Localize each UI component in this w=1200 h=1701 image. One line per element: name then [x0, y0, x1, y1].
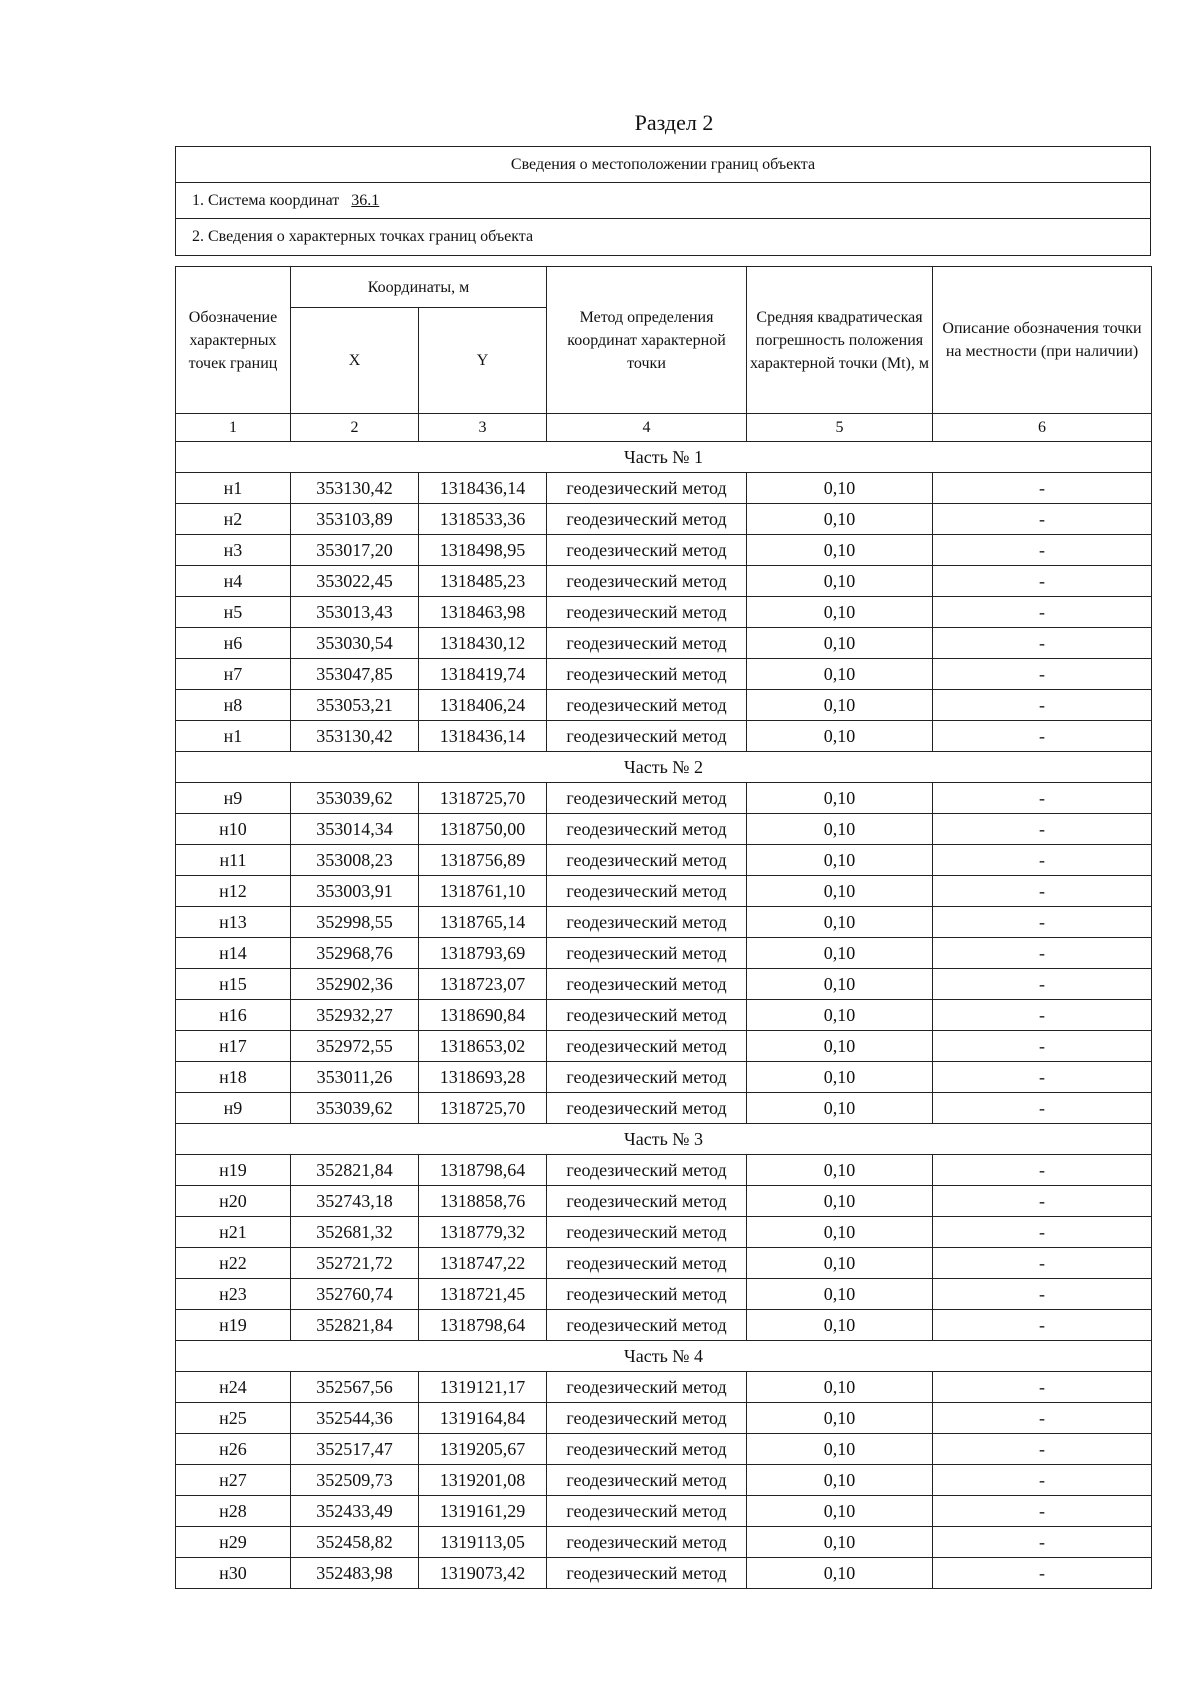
description: -: [933, 659, 1152, 690]
coord-y: 1318725,70: [419, 1093, 547, 1124]
mean-error: 0,10: [747, 783, 933, 814]
coord-y: 1318419,74: [419, 659, 547, 690]
table-row: [176, 1186, 1152, 1217]
description: -: [933, 690, 1152, 721]
mean-error: 0,10: [747, 1403, 933, 1434]
method: геодезический метод: [547, 907, 747, 938]
mean-error: 0,10: [747, 628, 933, 659]
col-header-description: Описание обозначения точки на местности (при наличии): [933, 267, 1152, 414]
method: геодезический метод: [547, 1310, 747, 1341]
coord-x: 352760,74: [291, 1279, 419, 1310]
mean-error: 0,10: [747, 1186, 933, 1217]
mean-error: 0,10: [747, 845, 933, 876]
mean-error: 0,10: [747, 1031, 933, 1062]
mean-error: 0,10: [747, 597, 933, 628]
coord-system-value: 36.1: [351, 191, 380, 209]
mean-error: 0,10: [747, 1279, 933, 1310]
mean-error: 0,10: [747, 721, 933, 752]
method: геодезический метод: [547, 1527, 747, 1558]
coord-x: 352517,47: [291, 1434, 419, 1465]
point-designation: н18: [176, 1062, 291, 1093]
coord-x: 352998,55: [291, 907, 419, 938]
description: -: [933, 938, 1152, 969]
coord-y: 1318436,14: [419, 473, 547, 504]
point-designation: н12: [176, 876, 291, 907]
method: геодезический метод: [547, 1186, 747, 1217]
coord-y: 1318690,84: [419, 1000, 547, 1031]
point-designation: н25: [176, 1403, 291, 1434]
mean-error: 0,10: [747, 1434, 933, 1465]
description: -: [933, 814, 1152, 845]
coord-x: 352968,76: [291, 938, 419, 969]
point-designation: н5: [176, 597, 291, 628]
table-row: [176, 597, 1152, 628]
coord-x: 353030,54: [291, 628, 419, 659]
mean-error: 0,10: [747, 504, 933, 535]
table-row: [176, 1000, 1152, 1031]
mean-error: 0,10: [747, 969, 933, 1000]
column-number: 1: [176, 414, 291, 442]
mean-error: 0,10: [747, 566, 933, 597]
description: -: [933, 566, 1152, 597]
mean-error: 0,10: [747, 535, 933, 566]
point-designation: н23: [176, 1279, 291, 1310]
method: геодезический метод: [547, 1155, 747, 1186]
method: геодезический метод: [547, 721, 747, 752]
description: -: [933, 1527, 1152, 1558]
coord-y: 1318693,28: [419, 1062, 547, 1093]
point-designation: н1: [176, 721, 291, 752]
point-designation: н6: [176, 628, 291, 659]
point-designation: н7: [176, 659, 291, 690]
point-designation: н19: [176, 1310, 291, 1341]
mean-error: 0,10: [747, 1558, 933, 1589]
point-designation: н26: [176, 1434, 291, 1465]
description: -: [933, 721, 1152, 752]
method: геодезический метод: [547, 1403, 747, 1434]
method: геодезический метод: [547, 1217, 747, 1248]
coord-y: 1318798,64: [419, 1310, 547, 1341]
mean-error: 0,10: [747, 814, 933, 845]
table-row: [176, 876, 1152, 907]
description: -: [933, 1434, 1152, 1465]
table-row: [176, 1558, 1152, 1589]
method: геодезический метод: [547, 783, 747, 814]
coord-y: 1319073,42: [419, 1558, 547, 1589]
table-row: [176, 504, 1152, 535]
coord-x: 352509,73: [291, 1465, 419, 1496]
coord-x: 353008,23: [291, 845, 419, 876]
point-designation: н4: [176, 566, 291, 597]
coord-y: 1318436,14: [419, 721, 547, 752]
table-row: [176, 566, 1152, 597]
table-row: [176, 783, 1152, 814]
point-designation: н20: [176, 1186, 291, 1217]
col-header-y: Y: [419, 308, 547, 414]
description: -: [933, 504, 1152, 535]
part-title: Часть № 4: [176, 1341, 1152, 1372]
point-designation: н17: [176, 1031, 291, 1062]
col-header-error: Средняя квадратическая погрешность положения характерной точки (Mt), м: [747, 267, 933, 414]
coord-x: 353103,89: [291, 504, 419, 535]
method: геодезический метод: [547, 504, 747, 535]
coord-y: 1318430,12: [419, 628, 547, 659]
mean-error: 0,10: [747, 1000, 933, 1031]
coord-y: 1318761,10: [419, 876, 547, 907]
mean-error: 0,10: [747, 938, 933, 969]
table-row: [176, 969, 1152, 1000]
col-header-method: Метод определения координат характерной точки: [547, 267, 747, 414]
description: -: [933, 1248, 1152, 1279]
coord-x: 352681,32: [291, 1217, 419, 1248]
method: геодезический метод: [547, 628, 747, 659]
description: -: [933, 969, 1152, 1000]
description: -: [933, 597, 1152, 628]
coord-x: 353011,26: [291, 1062, 419, 1093]
table-row: [176, 1155, 1152, 1186]
coord-x: 352483,98: [291, 1558, 419, 1589]
part-title: Часть № 2: [176, 752, 1152, 783]
table-row: [176, 1062, 1152, 1093]
description: -: [933, 1279, 1152, 1310]
coord-y: 1318798,64: [419, 1155, 547, 1186]
mean-error: 0,10: [747, 1248, 933, 1279]
method: геодезический метод: [547, 969, 747, 1000]
mean-error: 0,10: [747, 907, 933, 938]
part-header-row: [176, 1124, 1152, 1155]
table-row: [176, 1217, 1152, 1248]
table-row: [176, 1279, 1152, 1310]
table-row: [176, 659, 1152, 690]
description: -: [933, 1403, 1152, 1434]
mean-error: 0,10: [747, 1465, 933, 1496]
coord-x: 352932,27: [291, 1000, 419, 1031]
coord-x: 352433,49: [291, 1496, 419, 1527]
table-row: [176, 690, 1152, 721]
mean-error: 0,10: [747, 1217, 933, 1248]
mean-error: 0,10: [747, 473, 933, 504]
table-row: [176, 907, 1152, 938]
coord-y: 1318485,23: [419, 566, 547, 597]
description: -: [933, 1186, 1152, 1217]
description: -: [933, 783, 1152, 814]
coord-y: 1319201,08: [419, 1465, 547, 1496]
mean-error: 0,10: [747, 690, 933, 721]
column-number-row: [176, 414, 1152, 442]
mean-error: 0,10: [747, 1310, 933, 1341]
boundary-points-table: [175, 266, 1152, 1589]
coord-y: 1318721,45: [419, 1279, 547, 1310]
coord-x: 353017,20: [291, 535, 419, 566]
mean-error: 0,10: [747, 1496, 933, 1527]
method: геодезический метод: [547, 1496, 747, 1527]
part-header-row: [176, 442, 1152, 473]
description: -: [933, 845, 1152, 876]
method: геодезический метод: [547, 659, 747, 690]
method: геодезический метод: [547, 690, 747, 721]
description: -: [933, 1310, 1152, 1341]
method: геодезический метод: [547, 1248, 747, 1279]
table-row: [176, 1310, 1152, 1341]
part-title: Часть № 1: [176, 442, 1152, 473]
table-row: [176, 473, 1152, 504]
point-designation: н21: [176, 1217, 291, 1248]
method: геодезический метод: [547, 597, 747, 628]
point-designation: н2: [176, 504, 291, 535]
point-designation: н11: [176, 845, 291, 876]
points-info-label: 2. Сведения о характерных точках границ объекта: [192, 228, 534, 245]
coord-y: 1319121,17: [419, 1372, 547, 1403]
object-info-box: [175, 146, 1151, 256]
table-row: [176, 1434, 1152, 1465]
object-info-title: Сведения о местоположении границ объекта: [176, 147, 1150, 183]
description: -: [933, 1372, 1152, 1403]
table-row: [176, 1465, 1152, 1496]
point-designation: н14: [176, 938, 291, 969]
coord-y: 1318463,98: [419, 597, 547, 628]
point-designation: н1: [176, 473, 291, 504]
table-row: [176, 1248, 1152, 1279]
method: геодезический метод: [547, 814, 747, 845]
coord-y: 1319161,29: [419, 1496, 547, 1527]
description: -: [933, 907, 1152, 938]
coord-x: 353039,62: [291, 783, 419, 814]
coord-x: 353130,42: [291, 473, 419, 504]
description: -: [933, 1558, 1152, 1589]
table-row: [176, 1093, 1152, 1124]
col-header-x: X: [291, 308, 419, 414]
method: геодезический метод: [547, 566, 747, 597]
coord-x: 352972,55: [291, 1031, 419, 1062]
point-designation: н16: [176, 1000, 291, 1031]
table-row: [176, 1031, 1152, 1062]
description: -: [933, 1093, 1152, 1124]
point-designation: н9: [176, 783, 291, 814]
column-number: 3: [419, 414, 547, 442]
coord-x: 352821,84: [291, 1155, 419, 1186]
coord-system-label: 1. Система координат: [192, 191, 340, 209]
coord-y: 1318756,89: [419, 845, 547, 876]
table-body: [176, 442, 1152, 1589]
coord-y: 1318406,24: [419, 690, 547, 721]
description: -: [933, 1031, 1152, 1062]
method: геодезический метод: [547, 845, 747, 876]
point-designation: н30: [176, 1558, 291, 1589]
point-designation: н15: [176, 969, 291, 1000]
method: геодезический метод: [547, 876, 747, 907]
coord-x: 353022,45: [291, 566, 419, 597]
point-designation: н19: [176, 1155, 291, 1186]
point-designation: н13: [176, 907, 291, 938]
coord-x: 353039,62: [291, 1093, 419, 1124]
mean-error: 0,10: [747, 659, 933, 690]
column-number: 5: [747, 414, 933, 442]
description: -: [933, 1062, 1152, 1093]
table-row: [176, 1403, 1152, 1434]
coord-y: 1318793,69: [419, 938, 547, 969]
coord-y: 1318779,32: [419, 1217, 547, 1248]
method: геодезический метод: [547, 535, 747, 566]
col-header-designation: Обозначение характерных точек границ: [176, 267, 291, 414]
table-row: [176, 814, 1152, 845]
method: геодезический метод: [547, 938, 747, 969]
description: -: [933, 1000, 1152, 1031]
coord-x: 353047,85: [291, 659, 419, 690]
point-designation: н10: [176, 814, 291, 845]
part-header-row: [176, 752, 1152, 783]
method: геодезический метод: [547, 1031, 747, 1062]
mean-error: 0,10: [747, 1372, 933, 1403]
method: геодезический метод: [547, 1558, 747, 1589]
part-header-row: [176, 1341, 1152, 1372]
column-number: 6: [933, 414, 1152, 442]
coord-y: 1319164,84: [419, 1403, 547, 1434]
description: -: [933, 1465, 1152, 1496]
description: -: [933, 628, 1152, 659]
coord-x: 352743,18: [291, 1186, 419, 1217]
point-designation: н8: [176, 690, 291, 721]
coord-x: 352721,72: [291, 1248, 419, 1279]
point-designation: н27: [176, 1465, 291, 1496]
method: геодезический метод: [547, 1062, 747, 1093]
point-designation: н22: [176, 1248, 291, 1279]
coord-y: 1318533,36: [419, 504, 547, 535]
table-row: [176, 628, 1152, 659]
description: -: [933, 1496, 1152, 1527]
col-header-coords: Координаты, м: [291, 267, 547, 308]
point-designation: н3: [176, 535, 291, 566]
coord-y: 1318723,07: [419, 969, 547, 1000]
table-row: [176, 1372, 1152, 1403]
description: -: [933, 535, 1152, 566]
coord-system-row: [176, 183, 1150, 219]
point-designation: н28: [176, 1496, 291, 1527]
coord-x: 352567,56: [291, 1372, 419, 1403]
coord-x: 353014,34: [291, 814, 419, 845]
method: геодезический метод: [547, 1000, 747, 1031]
table-row: [176, 721, 1152, 752]
column-number: 4: [547, 414, 747, 442]
coord-y: 1319205,67: [419, 1434, 547, 1465]
point-designation: н24: [176, 1372, 291, 1403]
page-title: Раздел 2: [634, 110, 714, 135]
part-title: Часть № 3: [176, 1124, 1152, 1155]
table-row: [176, 938, 1152, 969]
mean-error: 0,10: [747, 876, 933, 907]
coord-y: 1318858,76: [419, 1186, 547, 1217]
coord-x: 352544,36: [291, 1403, 419, 1434]
point-designation: н9: [176, 1093, 291, 1124]
point-designation: н29: [176, 1527, 291, 1558]
coord-x: 352821,84: [291, 1310, 419, 1341]
coord-y: 1318498,95: [419, 535, 547, 566]
coord-x: 353130,42: [291, 721, 419, 752]
column-number: 2: [291, 414, 419, 442]
table-row: [176, 1527, 1152, 1558]
coord-y: 1318725,70: [419, 783, 547, 814]
table-row: [176, 845, 1152, 876]
description: -: [933, 473, 1152, 504]
method: геодезический метод: [547, 473, 747, 504]
coord-x: 352902,36: [291, 969, 419, 1000]
description: -: [933, 1155, 1152, 1186]
description: -: [933, 876, 1152, 907]
method: геодезический метод: [547, 1465, 747, 1496]
method: геодезический метод: [547, 1279, 747, 1310]
coord-x: 353003,91: [291, 876, 419, 907]
coord-y: 1318747,22: [419, 1248, 547, 1279]
mean-error: 0,10: [747, 1527, 933, 1558]
table-row: [176, 1496, 1152, 1527]
coord-y: 1318765,14: [419, 907, 547, 938]
coord-y: 1319113,05: [419, 1527, 547, 1558]
mean-error: 0,10: [747, 1062, 933, 1093]
method: геодезический метод: [547, 1093, 747, 1124]
method: геодезический метод: [547, 1372, 747, 1403]
coord-x: 353053,21: [291, 690, 419, 721]
method: геодезический метод: [547, 1434, 747, 1465]
description: -: [933, 1217, 1152, 1248]
coord-x: 352458,82: [291, 1527, 419, 1558]
table-row: [176, 535, 1152, 566]
mean-error: 0,10: [747, 1155, 933, 1186]
coord-x: 353013,43: [291, 597, 419, 628]
coord-y: 1318653,02: [419, 1031, 547, 1062]
coord-y: 1318750,00: [419, 814, 547, 845]
mean-error: 0,10: [747, 1093, 933, 1124]
